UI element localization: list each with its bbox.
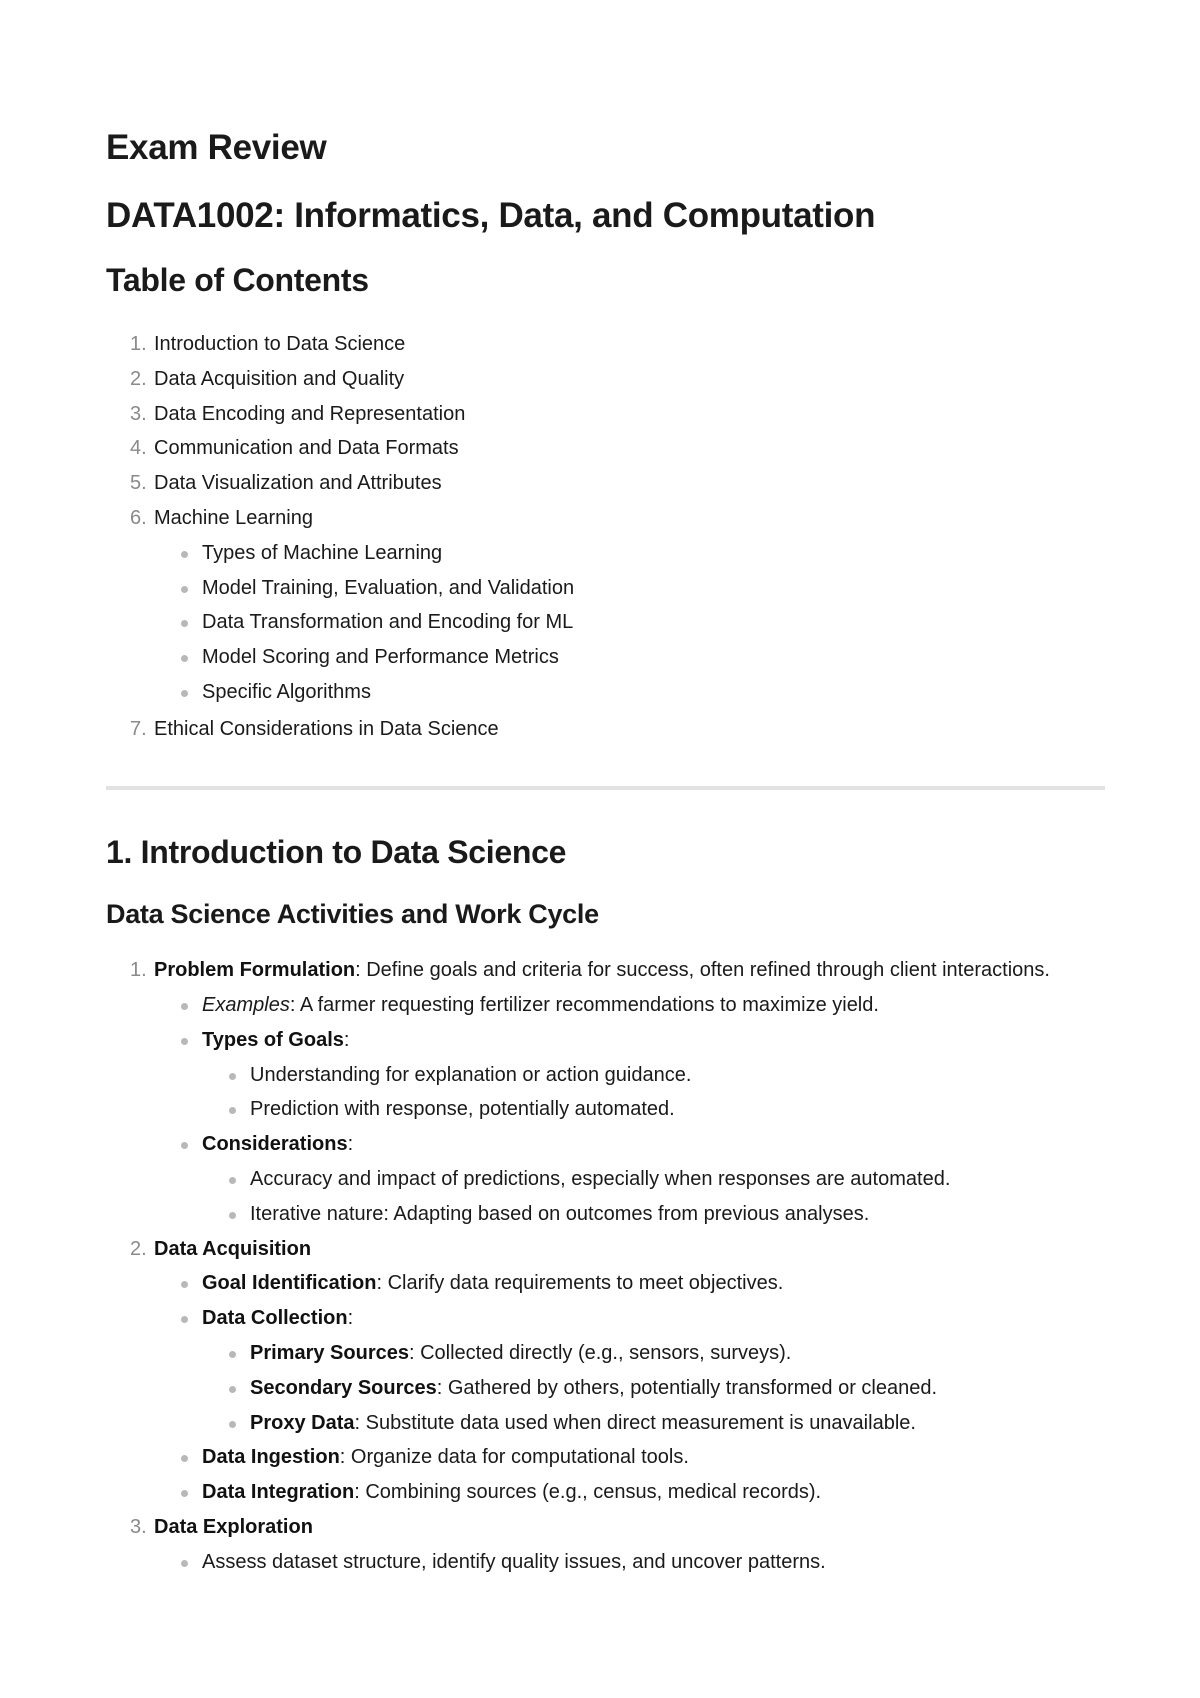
list-item: Assess dataset structure, identify quality issues, and uncover patterns. — [106, 1545, 1106, 1580]
list-item: Data Integration: Combining sources (e.g., census, medical records). — [106, 1475, 1106, 1510]
list-item: Prediction with response, potentially automated. — [106, 1092, 1106, 1127]
list-item: Types of Goals: — [106, 1023, 1106, 1058]
section-subheading: Data Science Activities and Work Cycle — [106, 899, 599, 929]
toc-subitem[interactable]: Model Training, Evaluation, and Validation — [106, 571, 1106, 606]
list-item: Proxy Data: Substitute data used when direct measurement is unavailable. — [106, 1406, 1106, 1441]
table-of-contents — [106, 327, 1106, 747]
list-item: Iterative nature: Adapting based on outcomes from previous analyses. — [106, 1197, 1106, 1232]
course-title: DATA1002: Informatics, Data, and Computation — [106, 196, 876, 235]
section-divider — [106, 786, 1105, 790]
list-item: Goal Identification: Clarify data requirements to meet objectives. — [106, 1266, 1106, 1301]
list-item: Primary Sources: Collected directly (e.g., sensors, surveys). — [106, 1336, 1106, 1371]
toc-item[interactable]: 4. Communication and Data Formats — [130, 437, 459, 460]
list-item: Understanding for explanation or action guidance. — [106, 1058, 1106, 1093]
toc-item[interactable]: 5. Data Visualization and Attributes — [130, 472, 442, 495]
toc-item[interactable]: 7. Ethical Considerations in Data Science — [130, 717, 499, 740]
page-title: Exam Review — [106, 128, 327, 167]
list-item: 2. Data Acquisition — [130, 1237, 312, 1260]
list-item: 3. Data Exploration — [130, 1515, 313, 1538]
list-item: Data Collection: — [106, 1301, 1106, 1336]
work-cycle-list — [106, 955, 1106, 1580]
list-item: 1. Problem Formulation: Define goals and criteria for success, often refined through client interactions. — [130, 959, 1050, 981]
section-heading: 1. Introduction to Data Science — [106, 834, 567, 870]
list-item: Data Ingestion: Organize data for computational tools. — [106, 1440, 1106, 1475]
list-item: Examples: A farmer requesting fertilizer recommendations to maximize yield. — [106, 988, 1106, 1023]
toc-subitem[interactable]: Model Scoring and Performance Metrics — [106, 640, 1106, 675]
list-item: Secondary Sources: Gathered by others, potentially transformed or cleaned. — [106, 1371, 1106, 1406]
toc-item[interactable]: 6. Machine Learning Types of Machine Learning Model Training, Evaluation, and Validation Data Transformation and Encoding for ML Model Scoring and Performance Metrics Specific Algorithms — [106, 501, 1106, 710]
toc-item[interactable]: 1. Introduction to Data Science — [130, 333, 406, 355]
toc-subitem[interactable]: Types of Machine Learning — [106, 536, 1106, 571]
toc-heading: Table of Contents — [106, 262, 369, 298]
toc-subitem[interactable]: Specific Algorithms — [106, 675, 1106, 710]
toc-subitem[interactable]: Data Transformation and Encoding for ML — [106, 605, 1106, 640]
toc-sublist — [106, 536, 1106, 710]
list-item: Accuracy and impact of predictions, especially when responses are automated. — [106, 1162, 1106, 1197]
toc-item[interactable]: 2. Data Acquisition and Quality — [130, 367, 405, 390]
list-item: Considerations: — [106, 1127, 1106, 1162]
toc-item[interactable]: 3. Data Encoding and Representation — [130, 402, 466, 425]
